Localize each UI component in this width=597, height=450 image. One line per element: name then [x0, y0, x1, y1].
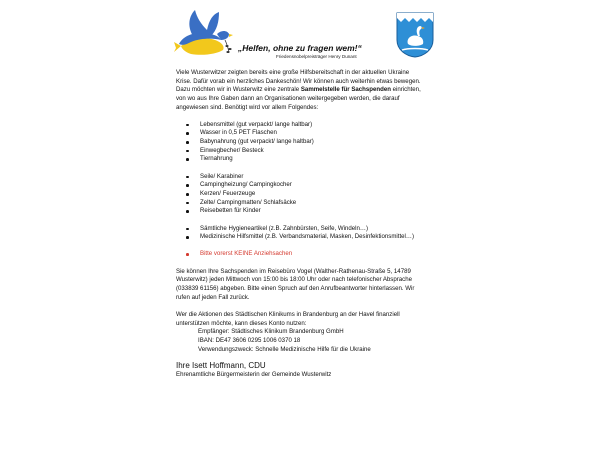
- bank-recipient: Empfänger: Städtisches Klinikum Brandenburg GmbH: [198, 328, 344, 336]
- list-item: Medizinische Hilfsmittel (z.B. Verbandsmaterial, Masken, Desinfektionsmittel…): [200, 233, 421, 242]
- letter-body: [176, 69, 421, 380]
- bank-iban: IBAN: DE47 3606 0295 1006 0370 18: [198, 337, 301, 345]
- list-item: Zelte/ Campingmatten/ Schlafsäcke: [200, 199, 421, 208]
- list-item: Einwegbecher/ Besteck: [200, 147, 421, 156]
- list-item: Babynahrung (gut verpackt/ lange haltbar): [200, 138, 421, 147]
- list-item: Seile/ Karabiner: [200, 173, 421, 182]
- list-food: [176, 121, 421, 165]
- intro-bold-text: Sammelstelle für Sachspenden: [300, 86, 391, 94]
- warning-item: Bitte vorerst KEINE Anziehsachen: [200, 250, 421, 259]
- list-item: Wasser in 0,5 PET Flaschen: [200, 129, 421, 138]
- list-item: Tiernahrung: [200, 155, 421, 164]
- motto-quote: „Helfen, ohne zu fragen wem!“: [238, 43, 362, 53]
- signature-name: Ihre Isett Hoffmann, CDU: [176, 361, 266, 371]
- list-item: Campingheizung/ Campingkocher: [200, 181, 421, 190]
- intro-text: Viele Wusterwitzer zeigten bereits eine große Hilfsbereitschaft in der aktuellen Ukraine Krise. Dafür vorab ein herzliches Dankeschön! Wir können auch weiterhin etwas bewegen. Dazu möchten wir in Wusterwitz eine zentrale: [176, 69, 421, 94]
- signature-title: Ehrenamtliche Bürgermeisterin der Gemeinde Wusterwitz: [176, 371, 332, 379]
- motto-attribution: Friedensnobelpreisträger Henry Dunant: [276, 54, 357, 59]
- list-item: Reisebetten für Kinder: [200, 207, 421, 216]
- list-camping: [176, 173, 421, 217]
- dropoff-paragraph: Sie können Ihre Sachspenden im Reisebüro Vogel (Walther-Rathenau-Straße 5, 14789 Wusterwitz) jeden Mittwoch von 15:00 bis 18:00 Uhr oder nach telefonischer Absprache (033839 61156) abgeben. Bitte einen Spruch auf den Anrufbeantworter hinterlassen. Wir rufen auf jeden Fall zurück.: [176, 267, 415, 301]
- list-item: Sämtliche Hygieneartikel (z.B. Zahnbürsten, Seife, Windeln…): [200, 225, 421, 234]
- list-item: Kerzen/ Feuerzeuge: [200, 190, 421, 199]
- intro-text-end: einrichten, von wo aus Ihre Gaben dann an Organisationen weitergegeben werden, die darauf angewiesen sind. Benötigt wird vor allem Folgendes:: [176, 86, 421, 111]
- list-warning: [176, 250, 421, 259]
- bank-purpose: Verwendungszweck: Schnelle Medizinische Hilfe für die Ukraine: [198, 345, 371, 353]
- list-item: Lebensmittel (gut verpackt/ lange haltbar): [200, 121, 421, 130]
- intro-paragraph: [176, 69, 421, 113]
- list-hygiene: [176, 225, 421, 242]
- peace-dove-icon: [173, 6, 235, 58]
- donation-intro: Wer die Aktionen des Städtischen Klinikums in Brandenburg an der Havel finanziell unterstützen möchte, kann dieses Konto nutzen:: [176, 310, 400, 327]
- swan-crest-icon: [396, 12, 434, 58]
- document-page: [148, 0, 448, 450]
